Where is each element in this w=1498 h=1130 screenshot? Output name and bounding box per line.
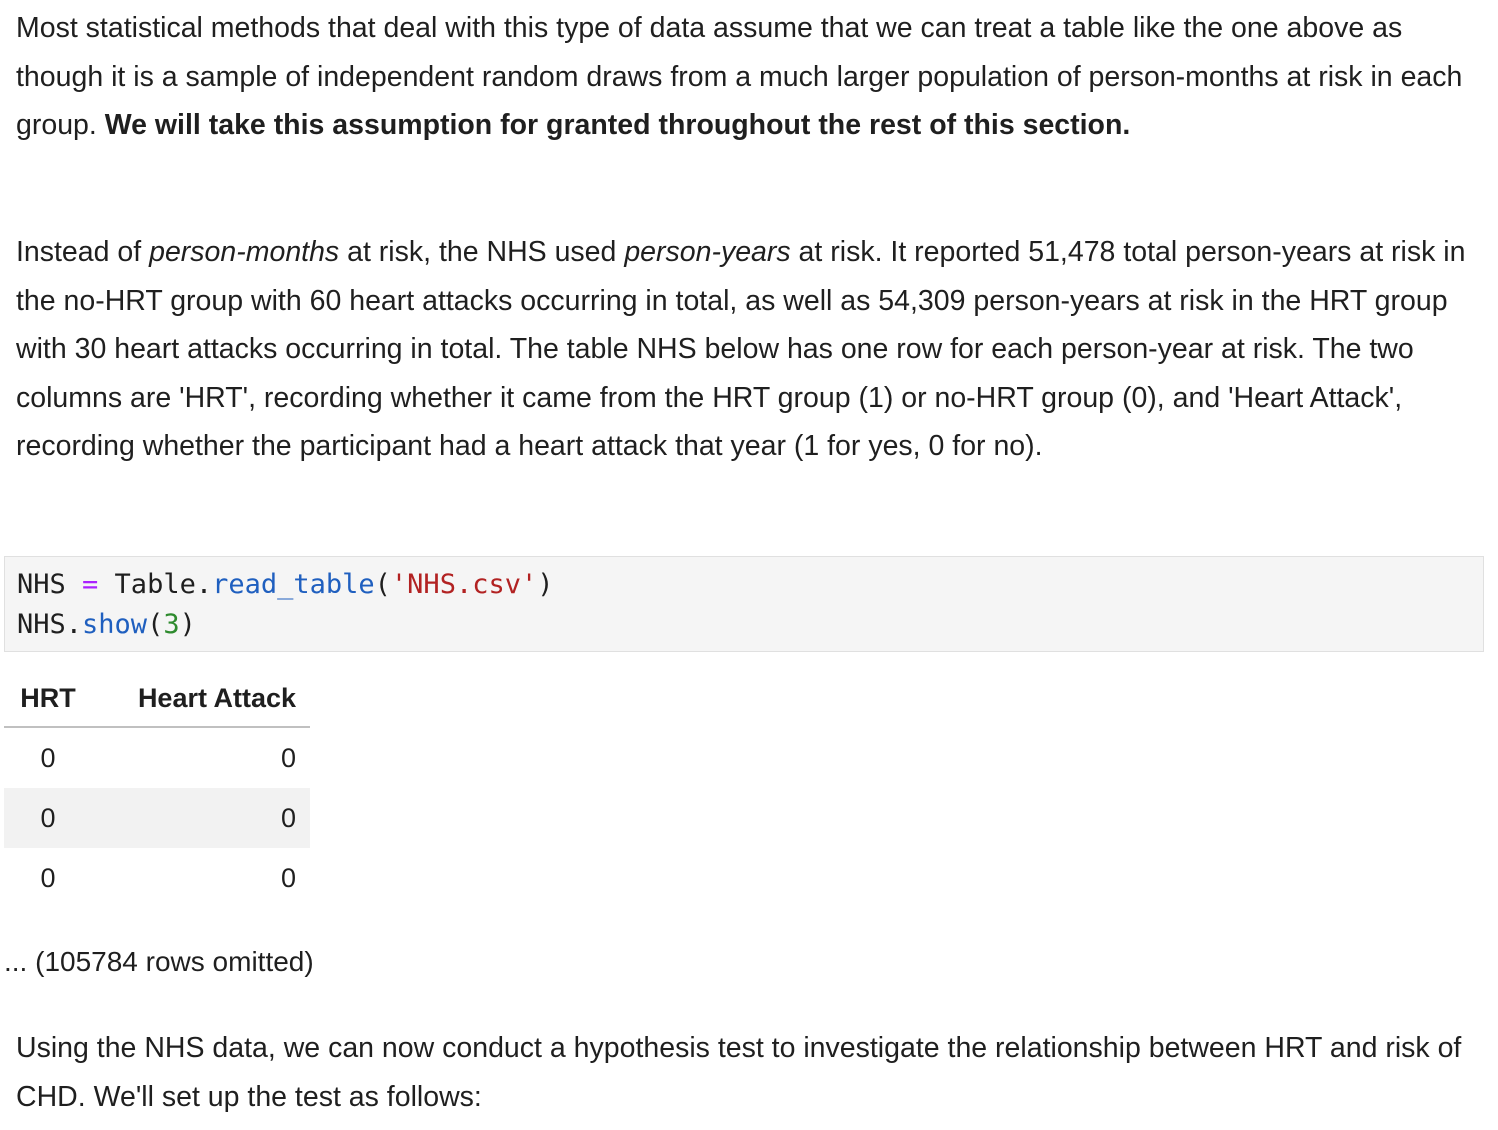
hypothesis-intro-paragraph: Using the NHS data, we can now conduct a hypothesis test to investigate the relationship between HRT and risk of CHD. We'll set up the test as follows: xyxy=(16,1032,1462,1113)
table-row xyxy=(4,727,310,788)
code-token-string: 'NHS.csv' xyxy=(390,569,538,600)
code-token-object: NHS. xyxy=(17,609,83,640)
code-token-paren-open: ( xyxy=(374,569,391,600)
table-cell: 0 xyxy=(4,788,92,848)
code-token-function: show xyxy=(82,609,148,640)
code-token-operator: = xyxy=(82,569,99,600)
table-cell: 0 xyxy=(280,862,296,893)
code-token-object: Table. xyxy=(98,569,213,600)
nhs-italic-person-months: person-months xyxy=(149,236,340,268)
assumption-text: Most statistical methods that deal with this type of data assume that we can treat a table like the one above as though it is a sample of independent random draws from a much larger population of person-months at risk in each group. xyxy=(16,12,1463,141)
table-cell: 0 xyxy=(280,742,296,773)
nhs-text-3: at risk. It reported 51,478 total person-years at risk in the no-HRT group with 60 heart attacks occurring in total, as well as 54,309 person-years at risk in the HRT group with 30 heart attacks occurring in total. The table NHS below has one row for each person-year at risk. The two columns are 'HRT', recording whether it came from the HRT group (1) or no-HRT group (0), and 'Heart Attack', recording whether the participant had a heart attack that year (1 for yes, 0 for no). xyxy=(16,236,1466,462)
table-row xyxy=(4,848,310,908)
code-token-paren-open: ( xyxy=(147,609,164,640)
table-header-row xyxy=(4,670,310,727)
code-token-var: NHS xyxy=(17,569,83,600)
nhs-description-paragraph xyxy=(16,228,1466,471)
code-token-paren-close: ) xyxy=(179,609,196,640)
nhs-text-2: at risk, the NHS used xyxy=(339,236,625,268)
column-header-hrt: HRT xyxy=(4,670,92,727)
table-cell: 0 xyxy=(92,788,310,848)
nhs-italic-person-years: person-years xyxy=(624,236,791,268)
column-header-heart-attack: Heart Attack xyxy=(92,670,310,727)
code-cell[interactable] xyxy=(4,556,1484,652)
code-line-read-table xyxy=(17,565,554,605)
table-cell: 0 xyxy=(40,742,56,773)
code-line-show xyxy=(17,605,196,645)
assumption-bold-text: We will take this assumption for granted throughout the rest of this section. xyxy=(104,109,1131,141)
code-token-function: read_table xyxy=(212,569,375,600)
code-token-paren-close: ) xyxy=(537,569,554,600)
nhs-output-table xyxy=(4,670,310,908)
rows-omitted-note: ... (105784 rows omitted) xyxy=(4,946,314,977)
table-cell: 0 xyxy=(40,862,56,893)
table-row xyxy=(4,788,310,848)
assumption-paragraph xyxy=(16,4,1466,150)
nhs-text-1: Instead of xyxy=(16,236,150,268)
code-token-number: 3 xyxy=(163,609,180,640)
